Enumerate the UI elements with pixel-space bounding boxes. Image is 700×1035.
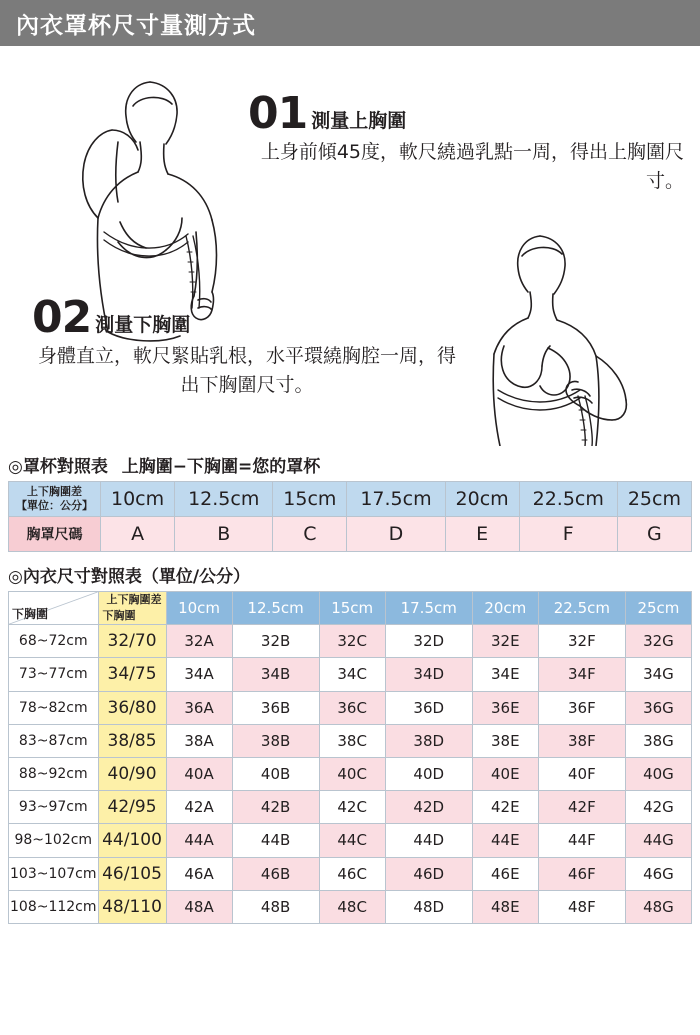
page-header — [0, 0, 700, 46]
size-cell-6-2: 44C — [319, 824, 385, 857]
size-cell-4-2: 40C — [319, 757, 385, 790]
size-cell-8-5: 48F — [538, 890, 625, 923]
cup-diff-2: 15cm — [273, 482, 347, 517]
size-cell-0-0: 32A — [166, 625, 232, 658]
size-cell-3-0: 38A — [166, 724, 232, 757]
size-band-4: 88~92cm — [9, 757, 99, 790]
cup-table-size-label: 胸罩尺碼 — [9, 517, 101, 552]
size-cell-6-6: 44G — [625, 824, 691, 857]
size-diff-header-bottom: 下胸圍 — [102, 608, 136, 622]
size-diffval-8: 48/110 — [98, 890, 166, 923]
cup-letter-5: F — [519, 517, 617, 552]
page-title: 內衣罩杯尺寸量測方式 — [16, 12, 256, 39]
size-diffval-4: 40/90 — [98, 757, 166, 790]
cup-table-wrapper — [0, 481, 700, 552]
size-band-6: 98~102cm — [9, 824, 99, 857]
size-cell-2-2: 36C — [319, 691, 385, 724]
size-cell-3-4: 38E — [472, 724, 538, 757]
step-01-body: 上身前傾45度，軟尺繞過乳點一周，得出上胸圍尺寸。 — [260, 141, 684, 193]
cup-letter-0: A — [101, 517, 175, 552]
size-diffval-3: 38/85 — [98, 724, 166, 757]
size-cell-5-0: 42A — [166, 791, 232, 824]
size-cell-2-1: 36B — [232, 691, 319, 724]
size-col-head-4: 20cm — [472, 592, 538, 625]
size-cell-4-3: 40D — [385, 757, 472, 790]
cup-section-title-sub: 上胸圍−下胸圍=您的罩杯 — [121, 457, 321, 477]
size-cell-1-3: 34D — [385, 658, 472, 691]
size-cell-1-6: 34G — [625, 658, 691, 691]
size-cell-1-4: 34E — [472, 658, 538, 691]
size-cell-2-0: 36A — [166, 691, 232, 724]
size-cell-8-2: 48C — [319, 890, 385, 923]
size-cell-4-4: 40E — [472, 757, 538, 790]
size-cell-7-1: 46B — [232, 857, 319, 890]
cup-table-diff-label — [9, 482, 101, 517]
size-col-head-5: 22.5cm — [538, 592, 625, 625]
size-cell-6-4: 44E — [472, 824, 538, 857]
size-cell-6-3: 44D — [385, 824, 472, 857]
size-cell-7-6: 46G — [625, 857, 691, 890]
cup-comparison-table — [8, 481, 692, 552]
size-band-1: 73~77cm — [9, 658, 99, 691]
size-cell-4-0: 40A — [166, 757, 232, 790]
size-cell-0-3: 32D — [385, 625, 472, 658]
size-cell-7-0: 46A — [166, 857, 232, 890]
size-cell-0-2: 32C — [319, 625, 385, 658]
size-cell-2-3: 36D — [385, 691, 472, 724]
cup-letter-1: B — [175, 517, 273, 552]
cup-diff-0: 10cm — [101, 482, 175, 517]
step-02-heading: 測量下胸圍 — [95, 314, 191, 336]
step-02-number: 02 — [32, 292, 92, 343]
size-cell-6-1: 44B — [232, 824, 319, 857]
size-cell-7-2: 46C — [319, 857, 385, 890]
step-02-body: 身體直立，軟尺緊貼乳根，水平環繞胸腔一周，得出下胸圍尺寸。 — [37, 345, 456, 397]
size-comparison-table — [8, 591, 692, 924]
table-row — [9, 757, 692, 790]
cup-diff-4: 20cm — [445, 482, 519, 517]
size-cell-5-5: 42F — [538, 791, 625, 824]
table-row — [9, 791, 692, 824]
size-diffval-7: 46/105 — [98, 857, 166, 890]
size-diffval-5: 42/95 — [98, 791, 166, 824]
size-diffval-6: 44/100 — [98, 824, 166, 857]
table-row — [9, 658, 692, 691]
step-01-number: 01 — [248, 88, 308, 139]
size-table-wrapper — [0, 591, 700, 924]
size-section-title: ◎內衣尺寸對照表（單位/公分） — [8, 567, 251, 587]
size-cell-3-5: 38F — [538, 724, 625, 757]
cup-diff-3: 17.5cm — [347, 482, 445, 517]
cup-diff-1: 12.5cm — [175, 482, 273, 517]
size-cell-0-1: 32B — [232, 625, 319, 658]
step-01 — [248, 88, 688, 197]
size-cell-3-1: 38B — [232, 724, 319, 757]
size-cell-6-5: 44F — [538, 824, 625, 857]
size-col-head-1: 12.5cm — [232, 592, 319, 625]
illustration-area — [0, 46, 700, 446]
size-cell-7-3: 46D — [385, 857, 472, 890]
cup-section-title — [8, 452, 700, 477]
size-cell-0-5: 32F — [538, 625, 625, 658]
size-cell-8-1: 48B — [232, 890, 319, 923]
cup-table-header-row — [9, 482, 692, 517]
cup-diff-5: 22.5cm — [519, 482, 617, 517]
step-02 — [32, 292, 462, 401]
table-row — [9, 890, 692, 923]
step-01-heading: 測量上胸圍 — [311, 110, 407, 132]
size-band-2: 78~82cm — [9, 691, 99, 724]
size-cell-2-4: 36E — [472, 691, 538, 724]
size-cell-0-4: 32E — [472, 625, 538, 658]
cup-letter-2: C — [273, 517, 347, 552]
cup-table-diff-label-line1: 上下胸圍差 — [27, 485, 82, 499]
size-band-7: 103~107cm — [9, 857, 99, 890]
size-band-0: 68~72cm — [9, 625, 99, 658]
size-cell-1-2: 34C — [319, 658, 385, 691]
size-diffval-1: 34/75 — [98, 658, 166, 691]
size-cell-4-1: 40B — [232, 757, 319, 790]
table-row — [9, 691, 692, 724]
size-cell-2-6: 36G — [625, 691, 691, 724]
size-cell-5-2: 42C — [319, 791, 385, 824]
size-cell-2-5: 36F — [538, 691, 625, 724]
size-cell-4-6: 40G — [625, 757, 691, 790]
size-band-8: 108~112cm — [9, 890, 99, 923]
size-cell-8-6: 48G — [625, 890, 691, 923]
size-col-head-6: 25cm — [625, 592, 691, 625]
size-diff-header-top: 上下胸圍差 — [106, 593, 162, 606]
size-cell-3-3: 38D — [385, 724, 472, 757]
table-row — [9, 824, 692, 857]
table-row — [9, 625, 692, 658]
size-cell-8-0: 48A — [166, 890, 232, 923]
cup-section-title-main: ◎罩杯對照表 — [8, 457, 108, 477]
size-cell-3-6: 38G — [625, 724, 691, 757]
cup-table-diff-label-line2: 【單位：公分】 — [16, 499, 93, 512]
size-cell-1-5: 34F — [538, 658, 625, 691]
cup-diff-6: 25cm — [617, 482, 691, 517]
size-cell-7-5: 46F — [538, 857, 625, 890]
size-col-head-0: 10cm — [166, 592, 232, 625]
size-table-corner-cell — [9, 592, 99, 625]
table-row — [9, 857, 692, 890]
size-band-3: 83~87cm — [9, 724, 99, 757]
size-cell-1-0: 34A — [166, 658, 232, 691]
size-corner-label: 下胸圍 — [12, 607, 49, 622]
size-band-5: 93~97cm — [9, 791, 99, 824]
size-cell-1-1: 34B — [232, 658, 319, 691]
size-diffval-2: 36/80 — [98, 691, 166, 724]
size-cell-5-3: 42D — [385, 791, 472, 824]
size-diff-header-cell — [98, 592, 166, 625]
cup-table-value-row — [9, 517, 692, 552]
size-diffval-0: 32/70 — [98, 625, 166, 658]
size-col-head-3: 17.5cm — [385, 592, 472, 625]
size-cell-3-2: 38C — [319, 724, 385, 757]
size-cell-7-4: 46E — [472, 857, 538, 890]
table-row — [9, 724, 692, 757]
cup-letter-6: G — [617, 517, 691, 552]
size-cell-5-6: 42G — [625, 791, 691, 824]
size-cell-0-6: 32G — [625, 625, 691, 658]
cup-letter-4: E — [445, 517, 519, 552]
size-table-header-row — [9, 592, 692, 625]
size-cell-4-5: 40F — [538, 757, 625, 790]
cup-letter-3: D — [347, 517, 445, 552]
size-col-head-2: 15cm — [319, 592, 385, 625]
size-cell-8-4: 48E — [472, 890, 538, 923]
size-cell-8-3: 48D — [385, 890, 472, 923]
size-cell-5-1: 42B — [232, 791, 319, 824]
size-cell-6-0: 44A — [166, 824, 232, 857]
size-cell-5-4: 42E — [472, 791, 538, 824]
